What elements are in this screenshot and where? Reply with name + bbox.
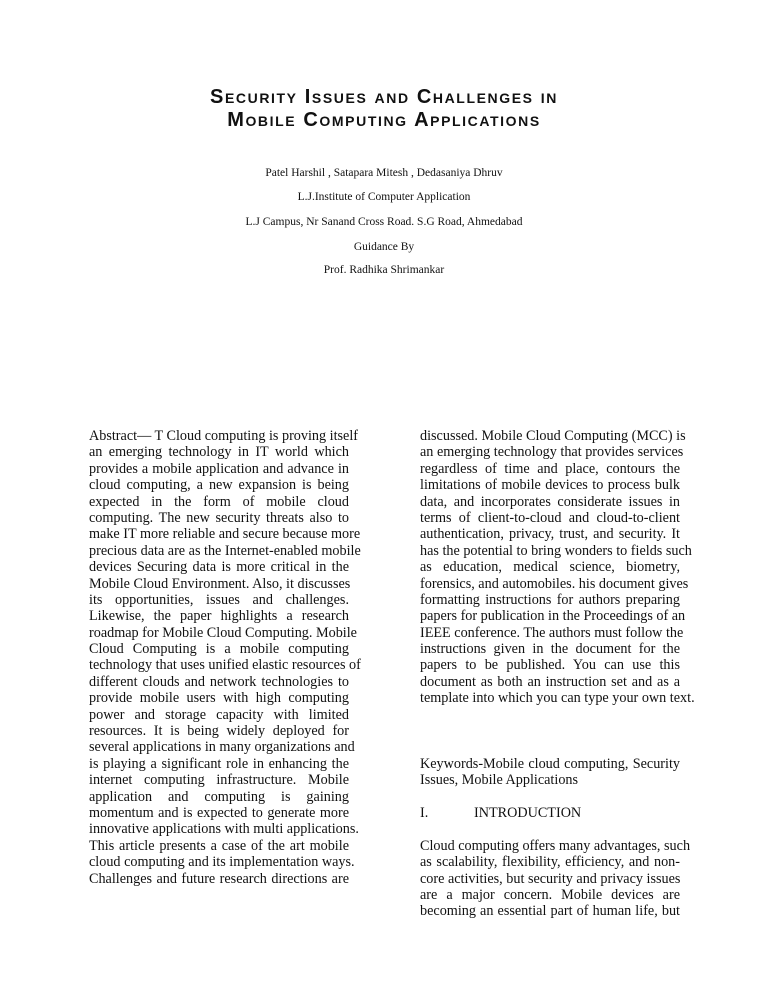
section-number: I. (420, 804, 429, 821)
text-line: computing. The new security threats also to (89, 509, 349, 526)
text-line: forensics, and automobiles. his document gives (420, 575, 689, 592)
title-line: Mobile Computing Applications (227, 109, 541, 131)
text-line: its opportunities, issues and challenges. (89, 591, 349, 608)
text-line: are a major concern. Mobile devices are (420, 886, 680, 903)
text-line: template into which you can type your own text. (420, 690, 695, 707)
text-line: as education, medical science, biometry, (420, 559, 680, 576)
text-line: Mobile Cloud Environment. Also, it discusses (89, 575, 351, 592)
text-line: provide mobile users with high computing (89, 690, 349, 707)
text-line: has the potential to bring wonders to fields such (420, 542, 692, 559)
text-line: expected in the form of mobile cloud (89, 493, 349, 510)
text-line: internet computing infrastructure. Mobile (89, 772, 349, 789)
text-line: Cloud computing offers many advantages, such (420, 837, 691, 854)
text-line: an emerging technology in IT world which (89, 444, 349, 461)
text-line: discussed. Mobile Cloud Computing (MCC) is (420, 428, 686, 444)
text-line: IEEE conference. The authors must follow the (420, 624, 684, 641)
text-line: innovative applications with multi applications. (89, 821, 359, 838)
text-line: Issues, Mobile Applications (420, 772, 579, 789)
abstract-continued (420, 428, 695, 707)
text-line: authentication, privacy, trust, and security. It (420, 526, 680, 543)
institute: L.J.Institute of Computer Application (297, 191, 471, 203)
text-line: precious data are as the Internet-enabled mobile (89, 542, 361, 559)
text-line: as scalability, flexibility, efficiency, and non- (420, 854, 680, 871)
text-line: different clouds and network technologies to (89, 673, 349, 690)
text-line: instructions given in the document for the (420, 641, 680, 658)
abstract (89, 428, 361, 887)
text-line: Likewise, the paper highlights a research (89, 608, 349, 625)
text-line: formatting instructions for authors preparing (420, 591, 680, 608)
text-line: terms of client-to-cloud and cloud-to-client (420, 509, 680, 526)
guide-name: Prof. Radhika Shrimankar (323, 264, 445, 276)
text-line: technology that uses unified elastic resources of (89, 657, 361, 674)
right-column (420, 428, 695, 920)
text-line: momentum and is expected to generate more (89, 804, 349, 821)
text-line: application and computing is gaining (89, 788, 349, 805)
text-line: data, and incorporates considerate issues in (420, 493, 680, 510)
title-line: Security Issues and Challenges in (210, 86, 558, 108)
text-line: papers for publication in the Proceedings of an (420, 608, 686, 625)
text-line: becoming an essential part of human life, but (420, 903, 680, 920)
text-line: Cloud Computing is a mobile computing (89, 641, 349, 658)
text-line: make IT more reliable and secure because more (89, 526, 361, 543)
text-line: power and storage capacity with limited (89, 706, 349, 723)
address: L.J Campus, Nr Sanand Cross Road. S.G Road, Ahmedabad (245, 216, 523, 228)
section-title: INTRODUCTION (474, 804, 582, 821)
paper-title (0, 86, 768, 132)
text-line: This article presents a case of the art mobile (89, 837, 349, 854)
text-line: an emerging technology that provides services (420, 444, 684, 461)
text-line: Keywords-Mobile cloud computing, Security (420, 755, 680, 772)
text-line: limitations of mobile devices to process bulk (420, 477, 680, 494)
text-line: core activities, but security and privacy issues (420, 870, 681, 887)
text-line: regardless of time and place, contours the (420, 460, 680, 477)
section-heading (420, 805, 680, 821)
left-column (89, 428, 361, 887)
text-line: cloud computing and its implementation ways. (89, 854, 355, 871)
text-line: Challenges and future research directions are (89, 870, 349, 887)
text-line: devices Securing data is more critical in the (89, 559, 349, 576)
guidance-label: Guidance By (353, 241, 415, 253)
text-line: papers to be published. You can use this (420, 657, 680, 674)
keywords (420, 756, 680, 789)
text-line: resources. It is being widely deployed for (89, 723, 349, 740)
text-line: roadmap for Mobile Cloud Computing. Mobile (89, 624, 357, 641)
text-line: provides a mobile application and advance in (89, 460, 349, 477)
text-line: Abstract— T Cloud computing is proving itself (89, 428, 359, 444)
text-line: cloud computing, a new expansion is being (89, 477, 349, 494)
text-line: several applications in many organizations and (89, 739, 355, 756)
text-line: document as both an instruction set and as a (420, 673, 680, 690)
intro-paragraph (420, 837, 691, 920)
authors: Patel Harshil , Satapara Mitesh , Dedasaniya Dhruv (265, 167, 503, 179)
text-line: is playing a significant role in enhancing the (89, 755, 349, 772)
